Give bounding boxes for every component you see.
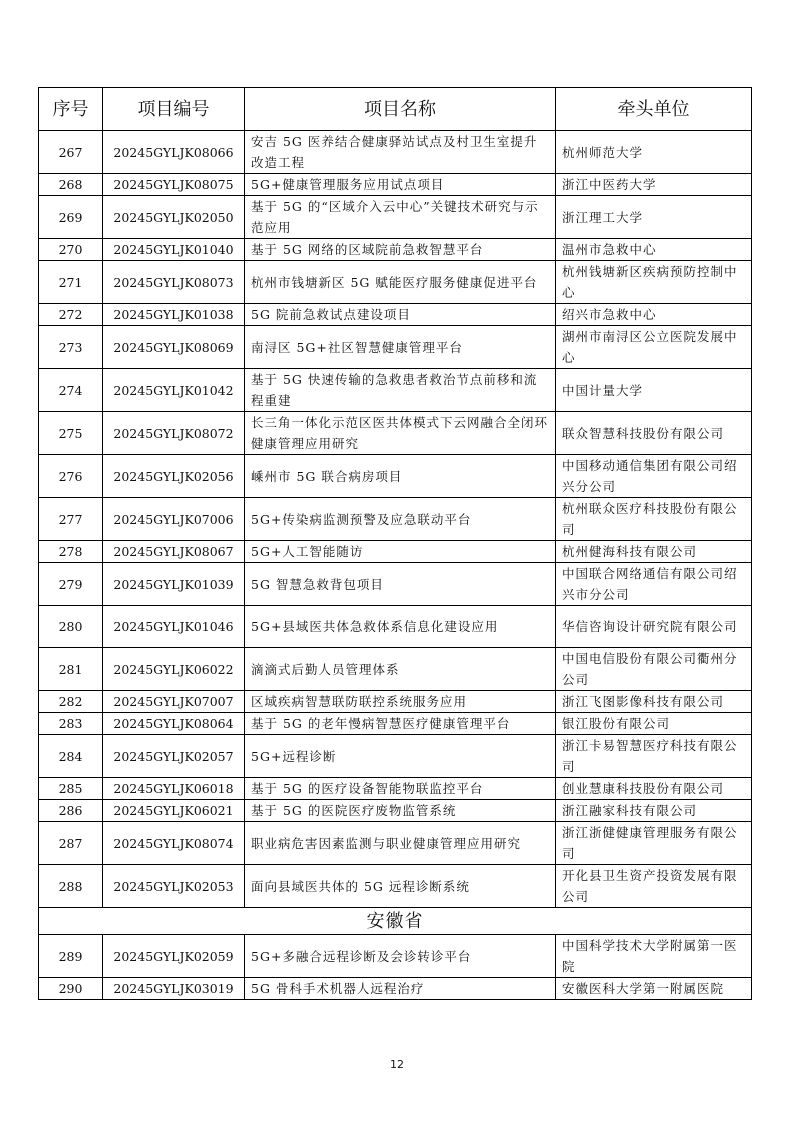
row-serial: 284 (39, 735, 103, 778)
row-serial: 283 (39, 713, 103, 735)
row-serial: 286 (39, 800, 103, 822)
row-serial: 267 (39, 131, 103, 174)
row-serial: 272 (39, 304, 103, 326)
table-row (39, 196, 752, 239)
row-project-name: 杭州市钱塘新区 5G 赋能医疗服务健康促进平台 (245, 261, 556, 304)
table-row (39, 239, 752, 261)
row-serial: 285 (39, 778, 103, 800)
row-lead-unit: 绍兴市急救中心 (556, 304, 752, 326)
row-lead-unit: 杭州联众医疗科技股份有限公司 (556, 498, 752, 541)
row-project-code: 20245GYLJK08073 (103, 261, 245, 304)
table-row (39, 174, 752, 196)
row-lead-unit: 浙江浙健健康管理服务有限公司 (556, 822, 752, 865)
row-project-code: 20245GYLJK07006 (103, 498, 245, 541)
table-row (39, 563, 752, 606)
row-lead-unit: 浙江卡易智慧医疗科技有限公司 (556, 735, 752, 778)
row-lead-unit: 中国电信股份有限公司衢州分公司 (556, 648, 752, 691)
table-row (39, 822, 752, 865)
table-row (39, 412, 752, 455)
table-row (39, 606, 752, 648)
row-project-code: 20245GYLJK08074 (103, 822, 245, 865)
table-row (39, 455, 752, 498)
header-lead-unit: 牵头单位 (556, 88, 752, 131)
table-row (39, 326, 752, 369)
table-body-anhui (39, 935, 752, 1000)
row-project-code: 20245GYLJK08069 (103, 326, 245, 369)
row-lead-unit: 银江股份有限公司 (556, 713, 752, 735)
table-body-zhejiang (39, 131, 752, 908)
row-project-name: 基于 5G 的“区域介入云中心”关键技术研究与示范应用 (245, 196, 556, 239)
row-project-code: 20245GYLJK01038 (103, 304, 245, 326)
row-lead-unit: 浙江中医药大学 (556, 174, 752, 196)
row-project-code: 20245GYLJK08072 (103, 412, 245, 455)
row-serial: 280 (39, 606, 103, 648)
row-serial: 276 (39, 455, 103, 498)
row-lead-unit: 华信咨询设计研究院有限公司 (556, 606, 752, 648)
row-serial: 274 (39, 369, 103, 412)
row-lead-unit: 浙江飞图影像科技有限公司 (556, 691, 752, 713)
table-row (39, 865, 752, 908)
row-project-name: 嵊州市 5G 联合病房项目 (245, 455, 556, 498)
row-project-name: 面向县域医共体的 5G 远程诊断系统 (245, 865, 556, 908)
row-serial: 287 (39, 822, 103, 865)
row-serial: 273 (39, 326, 103, 369)
row-project-code: 20245GYLJK03019 (103, 978, 245, 1000)
row-project-name: 职业病危害因素监测与职业健康管理应用研究 (245, 822, 556, 865)
row-project-name: 滴滴式后勤人员管理体系 (245, 648, 556, 691)
row-project-code: 20245GYLJK01046 (103, 606, 245, 648)
document-page (38, 87, 751, 1000)
row-serial: 268 (39, 174, 103, 196)
row-lead-unit: 中国科学技术大学附属第一医院 (556, 935, 752, 978)
row-serial: 275 (39, 412, 103, 455)
row-serial: 270 (39, 239, 103, 261)
table-row (39, 778, 752, 800)
table-row (39, 735, 752, 778)
row-serial: 278 (39, 541, 103, 563)
row-lead-unit: 开化县卫生资产投资发展有限公司 (556, 865, 752, 908)
row-lead-unit: 杭州健海科技有限公司 (556, 541, 752, 563)
header-project-code: 项目编号 (103, 88, 245, 131)
row-project-name: 5G 院前急救试点建设项目 (245, 304, 556, 326)
row-project-name: 5G 智慧急救背包项目 (245, 563, 556, 606)
row-project-name: 5G+健康管理服务应用试点项目 (245, 174, 556, 196)
province-row (39, 908, 752, 935)
row-project-name: 区域疾病智慧联防联控系统服务应用 (245, 691, 556, 713)
row-project-name: 5G 骨科手术机器人远程治疗 (245, 978, 556, 1000)
row-lead-unit: 联众智慧科技股份有限公司 (556, 412, 752, 455)
row-project-code: 20245GYLJK06022 (103, 648, 245, 691)
table-row (39, 498, 752, 541)
table-row (39, 131, 752, 174)
row-project-code: 20245GYLJK02050 (103, 196, 245, 239)
row-project-name: 安吉 5G 医养结合健康驿站试点及村卫生室提升改造工程 (245, 131, 556, 174)
row-project-name: 5G+传染病监测预警及应急联动平台 (245, 498, 556, 541)
row-project-code: 20245GYLJK02057 (103, 735, 245, 778)
table-row (39, 800, 752, 822)
row-lead-unit: 中国计量大学 (556, 369, 752, 412)
row-lead-unit: 中国移动通信集团有限公司绍兴分公司 (556, 455, 752, 498)
row-project-name: 南浔区 5G+社区智慧健康管理平台 (245, 326, 556, 369)
project-table (38, 87, 752, 1000)
row-project-code: 20245GYLJK06018 (103, 778, 245, 800)
row-lead-unit: 浙江理工大学 (556, 196, 752, 239)
header-serial: 序号 (39, 88, 103, 131)
row-project-code: 20245GYLJK06021 (103, 800, 245, 822)
row-project-name: 5G+县域医共体急救体系信息化建设应用 (245, 606, 556, 648)
row-project-name: 5G+多融合远程诊断及会诊转诊平台 (245, 935, 556, 978)
row-project-name: 基于 5G 的医疗设备智能物联监控平台 (245, 778, 556, 800)
row-lead-unit: 浙江融家科技有限公司 (556, 800, 752, 822)
row-project-code: 20245GYLJK01039 (103, 563, 245, 606)
row-lead-unit: 安徽医科大学第一附属医院 (556, 978, 752, 1000)
province-label: 安徽省 (39, 908, 752, 935)
row-project-name: 基于 5G 的老年慢病智慧医疗健康管理平台 (245, 713, 556, 735)
row-serial: 281 (39, 648, 103, 691)
row-serial: 289 (39, 935, 103, 978)
table-header-row (39, 88, 752, 131)
table-row (39, 261, 752, 304)
province-section (39, 908, 752, 935)
row-project-name: 基于 5G 的医院医疗废物监管系统 (245, 800, 556, 822)
table-row (39, 713, 752, 735)
table-row (39, 541, 752, 563)
row-lead-unit: 中国联合网络通信有限公司绍兴市分公司 (556, 563, 752, 606)
row-project-code: 20245GYLJK01040 (103, 239, 245, 261)
row-project-code: 20245GYLJK02059 (103, 935, 245, 978)
row-serial: 271 (39, 261, 103, 304)
table-row (39, 935, 752, 978)
row-project-name: 基于 5G 网络的区域院前急救智慧平台 (245, 239, 556, 261)
row-project-code: 20245GYLJK08075 (103, 174, 245, 196)
table-row (39, 691, 752, 713)
row-serial: 290 (39, 978, 103, 1000)
table-row (39, 369, 752, 412)
row-project-code: 20245GYLJK08066 (103, 131, 245, 174)
row-project-code: 20245GYLJK08067 (103, 541, 245, 563)
row-project-name: 基于 5G 快速传输的急救患者救治节点前移和流程重建 (245, 369, 556, 412)
table-row (39, 648, 752, 691)
row-project-code: 20245GYLJK02056 (103, 455, 245, 498)
table-row (39, 978, 752, 1000)
row-project-name: 5G+远程诊断 (245, 735, 556, 778)
row-serial: 269 (39, 196, 103, 239)
row-project-name: 5G+人工智能随访 (245, 541, 556, 563)
row-lead-unit: 温州市急救中心 (556, 239, 752, 261)
row-lead-unit: 杭州师范大学 (556, 131, 752, 174)
header-project-name: 项目名称 (245, 88, 556, 131)
row-project-code: 20245GYLJK08064 (103, 713, 245, 735)
row-project-code: 20245GYLJK07007 (103, 691, 245, 713)
row-serial: 277 (39, 498, 103, 541)
table-row (39, 304, 752, 326)
row-serial: 288 (39, 865, 103, 908)
page-number: 12 (390, 1058, 404, 1071)
row-lead-unit: 杭州钱塘新区疾病预防控制中心 (556, 261, 752, 304)
row-serial: 279 (39, 563, 103, 606)
row-lead-unit: 湖州市南浔区公立医院发展中心 (556, 326, 752, 369)
row-serial: 282 (39, 691, 103, 713)
row-project-name: 长三角一体化示范区医共体模式下云网融合全闭环健康管理应用研究 (245, 412, 556, 455)
row-lead-unit: 创业慧康科技股份有限公司 (556, 778, 752, 800)
row-project-code: 20245GYLJK01042 (103, 369, 245, 412)
row-project-code: 20245GYLJK02053 (103, 865, 245, 908)
